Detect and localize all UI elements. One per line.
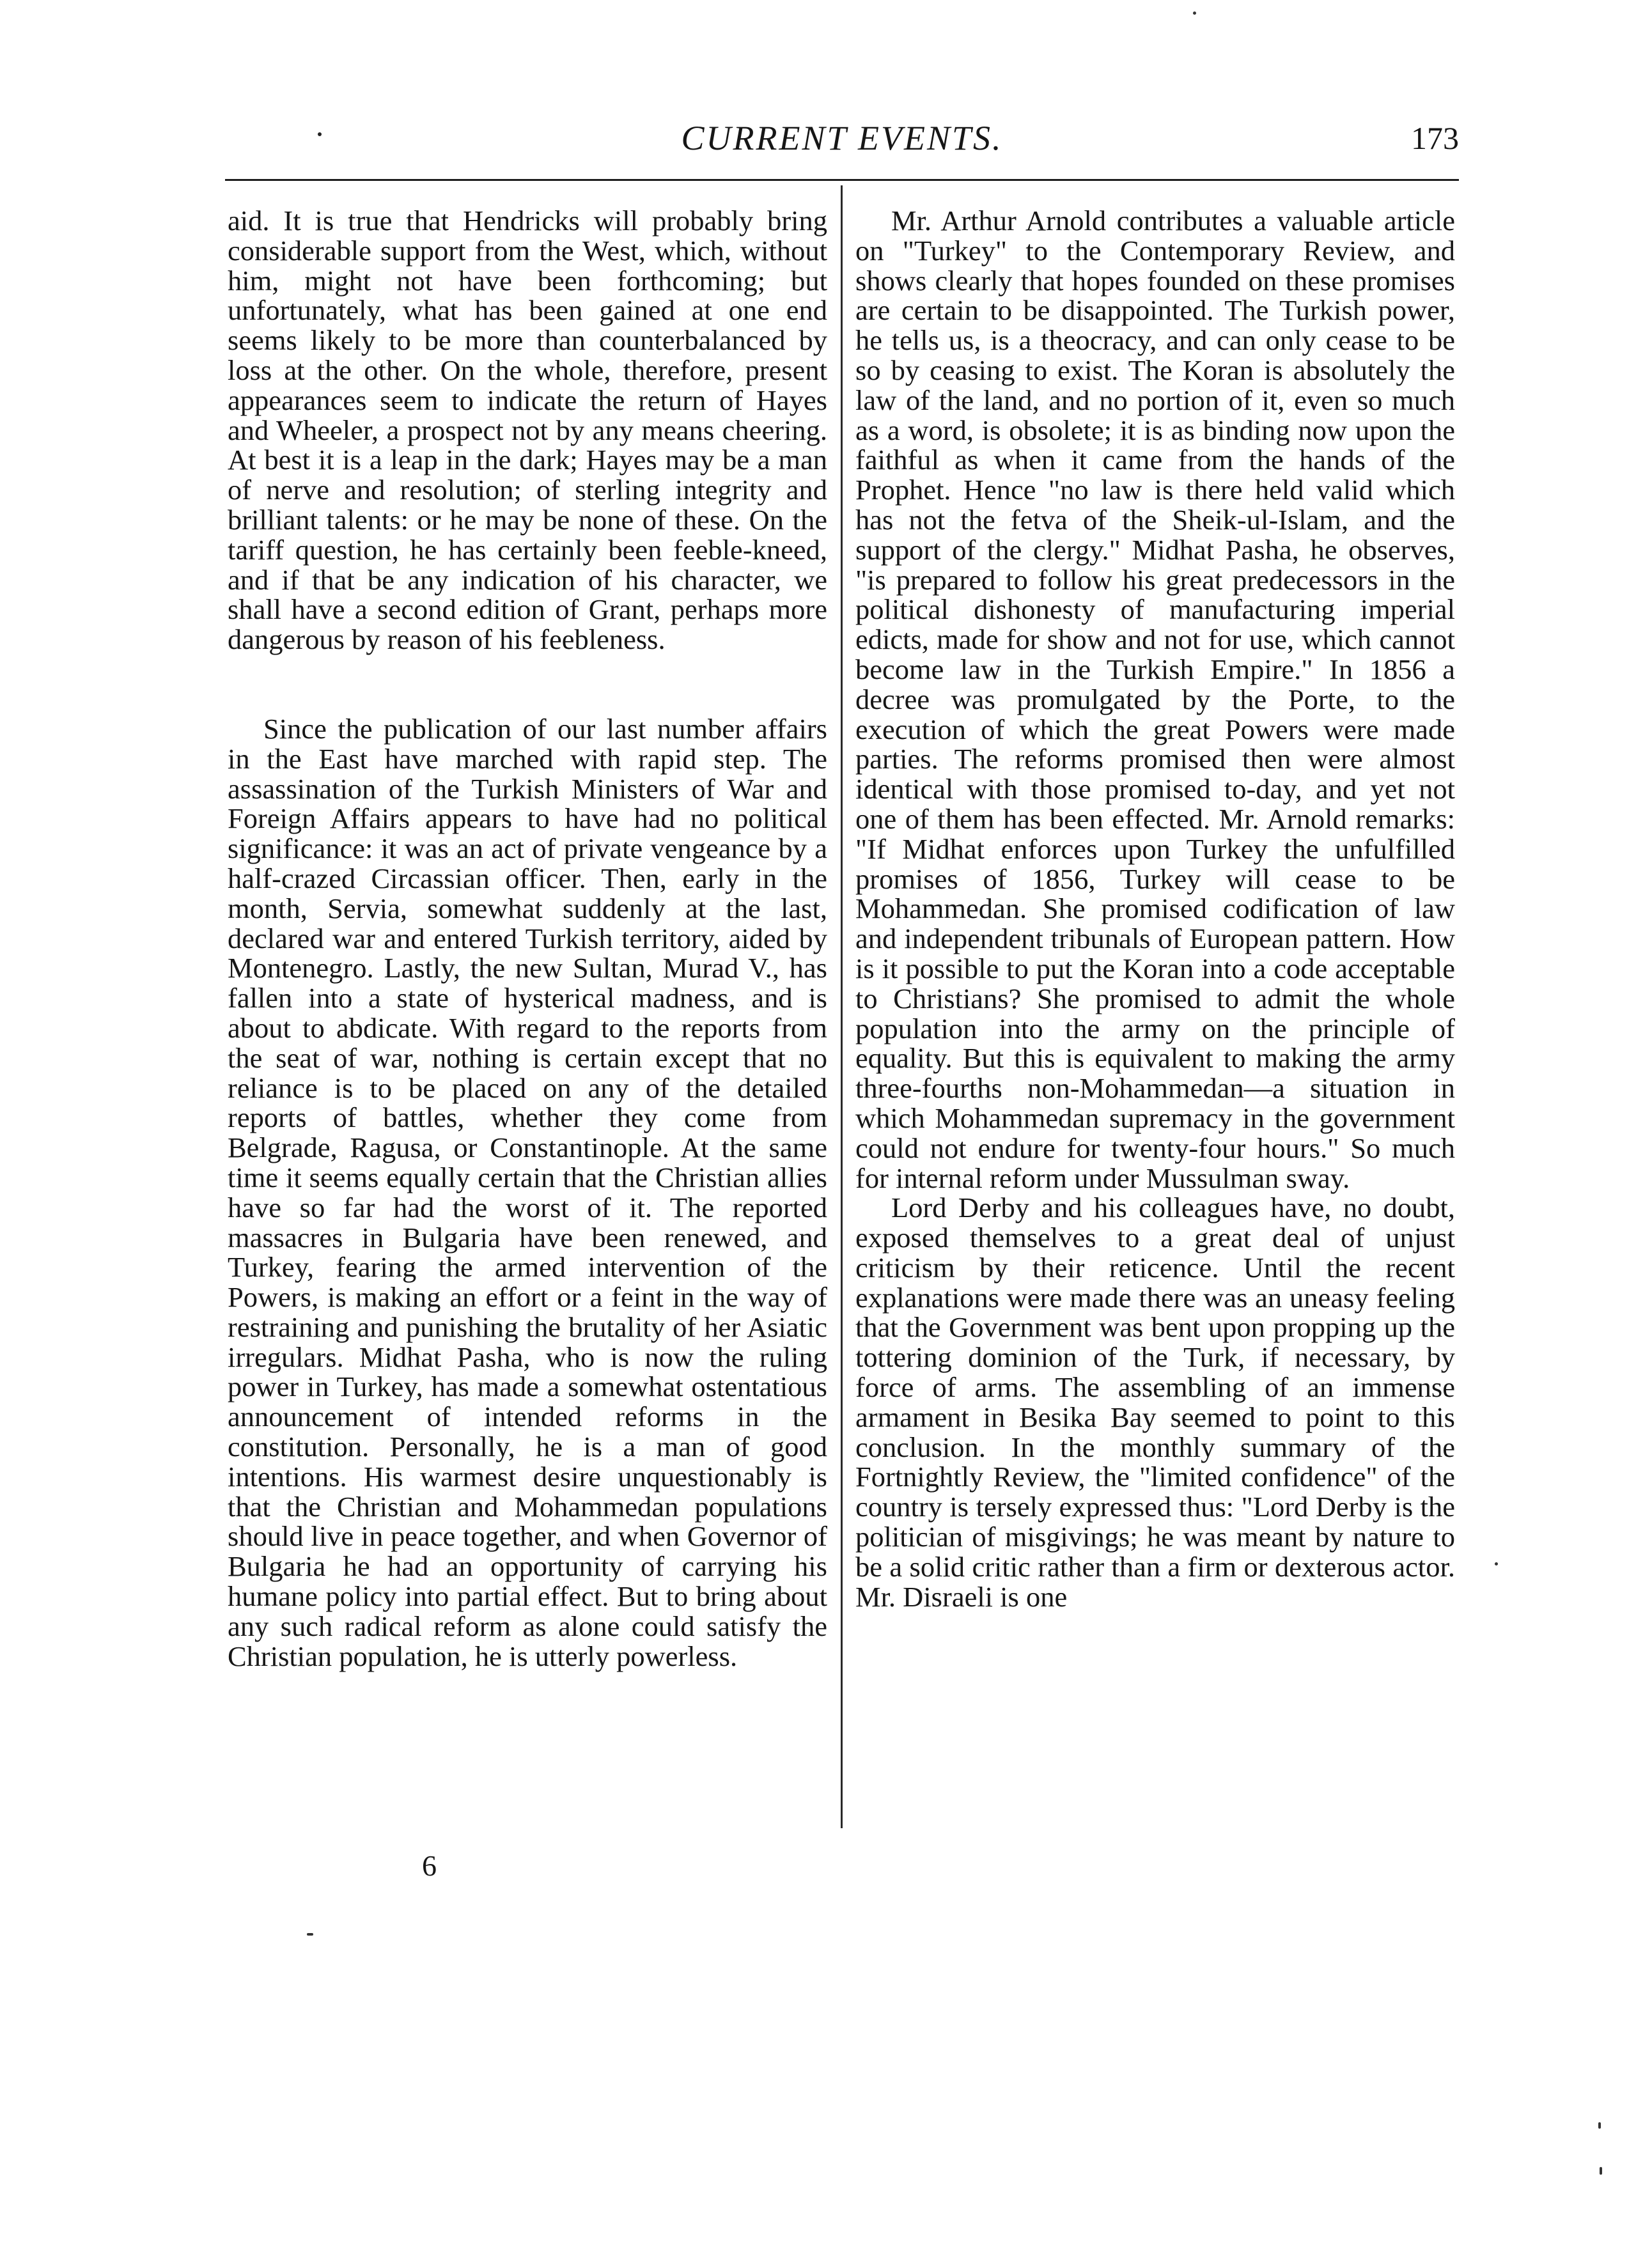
paragraph-hendricks: aid. It is true that Hendricks will probably bring considerable support from the West, which, without him, might not have been forthcoming; but unfortunately, what has been gained at one end seems likely to be more than counterbalanced by loss at the other. On the whole, therefore, present appearances seem to indicate the return of Hayes and Wheeler, a prospect not by any means cheering. At best it is a leap in the dark; Hayes may be a man of nerve and resolution; of sterling integrity and brilliant talents: or he may be none of these. On the tariff question, he has certainly been feeble-kneed, and if that be any indication of his character, we shall have a second edition of Grant, perhaps more dangerous by reason of his feebleness. <box>228 205 827 656</box>
ink-speck <box>1495 1562 1498 1565</box>
header-rule <box>225 179 1459 181</box>
left-column <box>228 206 827 1671</box>
column-divider <box>841 185 843 1828</box>
running-title: CURRENT EVENTS. <box>681 119 1003 157</box>
right-column <box>855 206 1455 1612</box>
page-header <box>225 118 1459 169</box>
ink-speck <box>307 1933 313 1936</box>
ink-speck <box>1600 2167 1602 2175</box>
page-number: 173 <box>1411 120 1459 156</box>
signature-mark: 6 <box>422 1849 437 1882</box>
ink-speck <box>1193 12 1196 15</box>
paragraph-lord-derby: Lord Derby and his colleagues have, no doubt, exposed themselves to a great deal of unjust criticism by their reticence. Until the recent explanations were made there was an uneasy feeling that the Government was bent upon propping up the tottering dominion of the Turk, if necessary, by force of arms. The assembling of an immense armament in Besika Bay seemed to point to this conclusion. In the monthly summary of the Fortnightly Review, the "limited confidence" of the country is tersely expressed thus: "Lord Derby is the politician of misgivings; he was meant by nature to be a solid critic rather than a firm or dexterous actor. Mr. Disraeli is one <box>855 1192 1455 1613</box>
ink-speck <box>1598 2122 1601 2129</box>
paragraph-eastern-affairs: Since the publication of our last number affairs in the East have marched with rapid step. The assassination of the Turkish Ministers of War and Foreign Affairs appears to have had no political significance: it was an act of private vengeance by a half-crazed Circassian officer. Then, early in the month, Servia, somewhat suddenly at the last, declared war and entered Turkish territory, aided by Montenegro. Lastly, the new Sultan, Murad V., has fallen into a state of hysterical madness, and is about to abdicate. With regard to the reports from the seat of war, nothing is certain except that no reliance is to be placed on any of the detailed reports of battles, whether they come from Belgrade, Ragusa, or Constantinople. At the same time it seems equally certain that the Christian allies have so far had the worst of it. The reported massacres in Bulgaria have been renewed, and Turkey, fearing the armed intervention of the Powers, is making an effort or a feint in the way of restraining and punishing the brutality of her Asiatic irregulars. Midhat Pasha, who is now the ruling power in Turkey, has made a somewhat ostentatious announcement of intended reforms in the constitution. Personally, he is a man of good intentions. His warmest desire unquestionably is that the Christian and Mohammedan populations should live in peace together, and when Governor of Bulgaria he had an opportunity of carrying his humane policy into partial effect. But to bring about any such radical reform as alone could satisfy the Christian population, he is utterly powerless. <box>228 712 827 1672</box>
paragraph-arnold-turkey: Mr. Arthur Arnold contributes a valuable article on "Turkey" to the Contemporary Review, and shows clearly that hopes founded on these promises are certain to be disappointed. The Turkish power, he tells us, is a theocracy, and can only cease to be so by ceasing to exist. The Koran is absolutely the law of the land, and no portion of it, even so much as a word, is obsolete; it is as binding now upon the faithful as when it came from the hands of the Prophet. Hence "no law is there held valid which has not the fetva of the Sheik-ul-Islam, and the support of the clergy." Midhat Pasha, he observes, "is prepared to follow his great predecessors in the political dishonesty of manufacturing imperial edicts, made for show and not for use, which cannot become law in the Turkish Empire." In 1856 a decree was promulgated by the Porte, to the execution of which the great Powers were made parties. The reforms promised then were almost identical with those promised to-day, and yet not one of them has been effected. Mr. Arnold remarks: "If Midhat enforces upon Turkey the unfulfilled promises of 1856, Turkey will cease to be Mohammedan. She promised codification of law and independent tribunals of European pattern. How is it possible to put the Koran into a code acceptable to Christians? She promised to admit the whole population into the army on the principle of equality. But this is equivalent to making the army three-fourths non-Mohammedan—a situation in which Mohammedan supremacy in the government could not endure for twenty-four hours." So much for internal reform under Mussulman sway. <box>855 205 1455 1194</box>
